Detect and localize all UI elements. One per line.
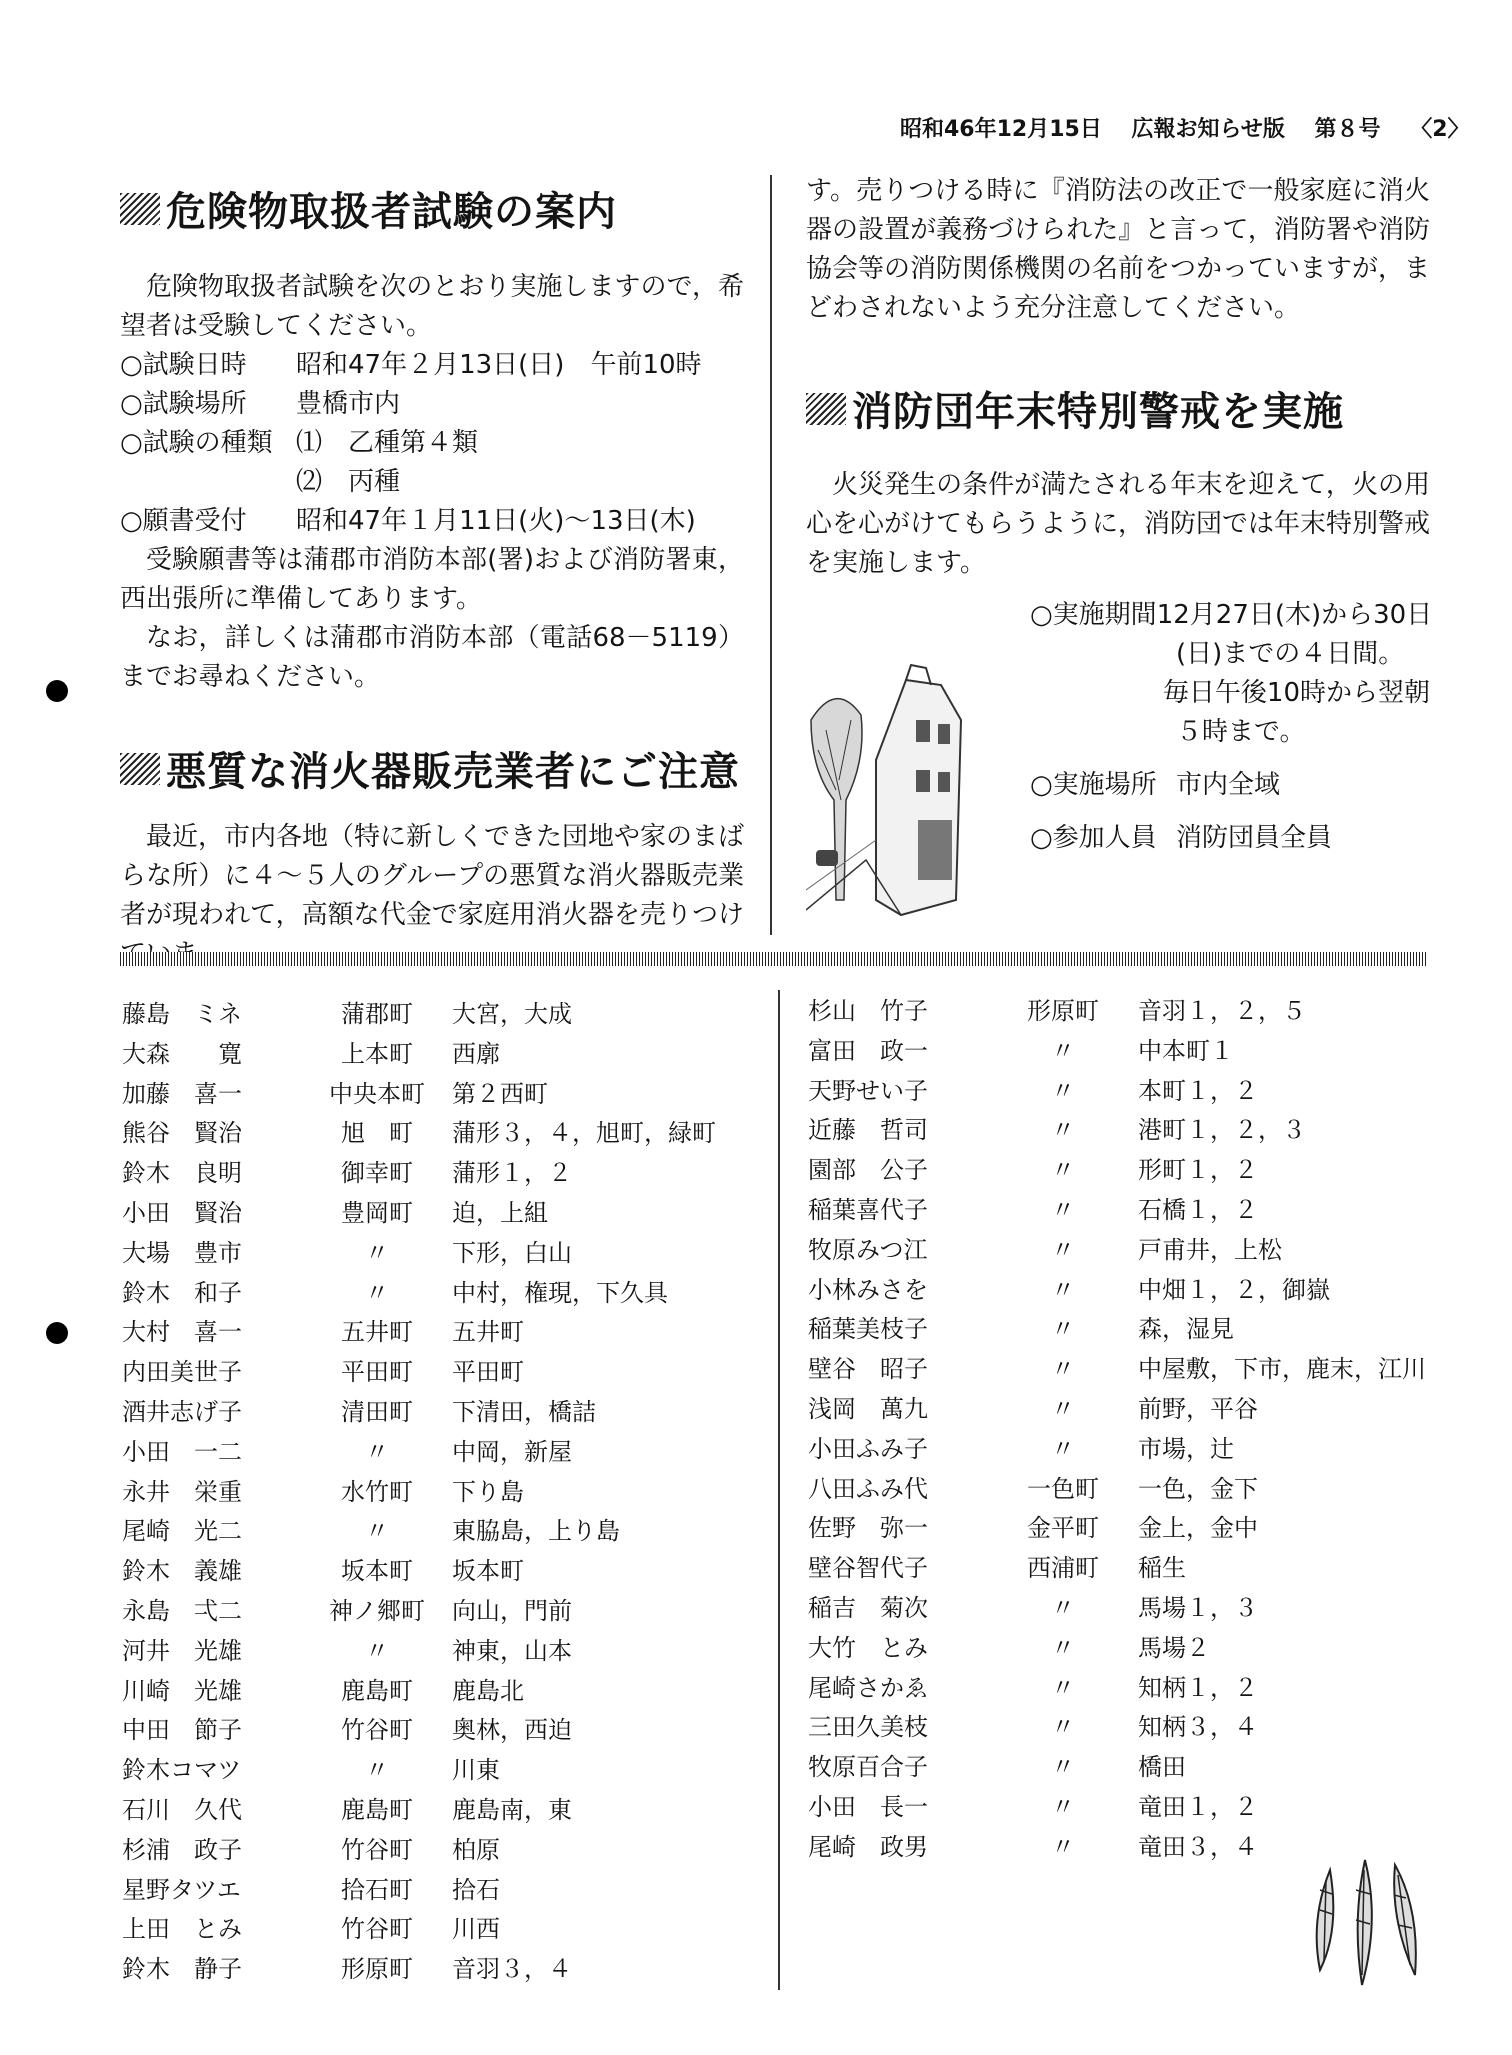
member-area: 神東，山本: [452, 1636, 572, 1665]
column-divider-roster: [778, 990, 780, 1990]
spacer: [1030, 674, 1163, 713]
member-area: 五井町: [452, 1318, 524, 1347]
member-area: 音羽１，２，５: [1138, 997, 1306, 1025]
member-town: 〃: [365, 1437, 389, 1466]
member-town: 〃: [1051, 1713, 1075, 1742]
exam-type-value-2: ⑵ 丙種: [296, 467, 401, 497]
member-town: 坂本町: [341, 1557, 413, 1586]
hatch-mark-icon: [120, 193, 160, 225]
member-town: 神ノ郷町: [329, 1596, 425, 1625]
member-area: 稲生: [1138, 1554, 1186, 1583]
member-town: 〃: [365, 1756, 389, 1785]
member-name: 加藤 喜一: [122, 1079, 242, 1108]
patrol-place-row: [1030, 766, 1430, 805]
member-name: 天野せい子: [808, 1076, 928, 1105]
member-area: 知柄１，２: [1138, 1673, 1258, 1702]
member-name: 稲葉美枝子: [808, 1315, 928, 1344]
roster-row: [122, 1910, 752, 1950]
roster-row: [808, 1350, 1438, 1390]
roster-row: [122, 1512, 752, 1552]
exam-type-label: ○試験の種類: [120, 428, 273, 458]
member-area: 中本町１: [1138, 1036, 1234, 1065]
patrol-period-row-4: [1030, 713, 1430, 752]
patrol-title-text: 消防団年末特別警戒を実施: [852, 389, 1344, 435]
member-area: 東脇島，上り島: [452, 1517, 620, 1546]
member-name: 浅岡 萬九: [808, 1394, 928, 1423]
member-name: 中田 節子: [122, 1716, 242, 1745]
patrol-period-row-3: [1030, 674, 1430, 713]
member-town: 一色町: [1027, 1474, 1099, 1503]
exam-details: [120, 346, 744, 541]
member-area: 第２西町: [452, 1079, 548, 1108]
roster-row: [808, 1310, 1438, 1350]
roster-row: [122, 1592, 752, 1632]
patrol-period-line-1: 12月27日(木)から30日: [1156, 600, 1433, 630]
exam-intro: 危険物取扱者試験を次のとおり実施しますので，希望者は受験してください。: [120, 272, 744, 341]
exam-place-value: 豊橋市内: [296, 389, 401, 419]
roster-row: [122, 1871, 752, 1911]
header-page-number: 〈2〉: [1410, 117, 1470, 142]
member-name: 牧原百合子: [808, 1753, 928, 1782]
member-name: 富田 政一: [808, 1036, 928, 1065]
member-town: 〃: [1051, 1275, 1075, 1304]
exam-article-title: [120, 180, 617, 237]
member-area: 西廓: [452, 1039, 500, 1068]
roster-row: [808, 1549, 1438, 1589]
roster-row: [122, 1075, 752, 1115]
roster-row: [122, 1274, 752, 1314]
member-area: 森，湿見: [1138, 1315, 1234, 1344]
header-date: 昭和46年12月15日: [900, 117, 1102, 142]
member-town: 竹谷町: [341, 1835, 413, 1864]
member-name: 小田ふみ子: [808, 1434, 928, 1463]
member-area: 川東: [452, 1756, 500, 1785]
member-name: 尾崎さかゑ: [808, 1673, 928, 1702]
member-area: 中畑１，２，御嶽: [1138, 1275, 1330, 1304]
member-area: 馬場２: [1138, 1633, 1210, 1662]
patrol-period-label: ○実施期間: [1030, 600, 1157, 630]
member-name: 小田 賢治: [122, 1198, 242, 1227]
dealer-body-right: す。売りつける時に『消防法の改正で一般家庭に消火器の設置が義務づけられた』と言って，消防署や消防協会等の消防関係機関の名前をつかっていますが，まどわされないよう充分注意してください。: [806, 176, 1431, 323]
exam-para-contact: なお，詳しくは蒲郡市消防本部（電話68－5119）までお尋ねください。: [120, 623, 744, 692]
dealer-title-text: 悪質な消火器販売業者にご注意: [166, 749, 740, 795]
roster-row: [808, 1430, 1438, 1470]
roster-row: [122, 1711, 752, 1751]
member-town: 平田町: [341, 1358, 413, 1387]
street-illustration: [806, 660, 996, 920]
member-area: 鹿島北: [452, 1676, 524, 1705]
building-sketch-icon: [806, 660, 996, 920]
member-area: 竜田３，４: [1138, 1832, 1258, 1861]
header-issue: 第８号: [1314, 117, 1381, 142]
member-town: 〃: [1051, 1434, 1075, 1463]
member-town: 〃: [365, 1278, 389, 1307]
member-name: 大森 寛: [122, 1039, 242, 1068]
roster-row: [122, 1353, 752, 1393]
member-town: 鹿島町: [341, 1676, 413, 1705]
member-town: 〃: [1051, 1036, 1075, 1065]
member-area: 形町１，２: [1138, 1156, 1258, 1185]
roster-row: [122, 1672, 752, 1712]
patrol-members-label: ○参加人員: [1030, 823, 1157, 853]
roster-row: [808, 1231, 1438, 1271]
roster-row: [808, 1111, 1438, 1151]
member-name: 大場 豊市: [122, 1238, 242, 1267]
roster-row: [122, 1393, 752, 1433]
member-name: 稲葉喜代子: [808, 1195, 928, 1224]
member-town: 〃: [1051, 1593, 1075, 1622]
roster-row: [808, 1708, 1438, 1748]
roster-row: [808, 1191, 1438, 1231]
roster-row: [122, 1950, 752, 1990]
bamboo-leaf-icon: [1290, 1850, 1440, 1990]
patrol-members-value: 消防団員全員: [1176, 823, 1333, 853]
member-name: 壁谷智代子: [808, 1554, 928, 1583]
member-town: 水竹町: [341, 1477, 413, 1506]
exam-type-value-1: ⑴ 乙種第４類: [296, 428, 479, 458]
member-town: 〃: [1051, 1076, 1075, 1105]
member-name: 小田 長一: [808, 1792, 928, 1821]
member-area: 石橋１，２: [1138, 1195, 1258, 1224]
exam-type-label-2: [120, 463, 296, 502]
roster-row: [122, 995, 752, 1035]
member-town: 拾石町: [341, 1875, 413, 1904]
member-name: 鈴木 静子: [122, 1955, 242, 1984]
member-area: 柏原: [452, 1835, 500, 1864]
roster-row: [122, 1632, 752, 1672]
member-area: 鹿島南，東: [452, 1795, 572, 1824]
hatch-mark-icon: [120, 753, 160, 785]
member-name: 川崎 光雄: [122, 1676, 242, 1705]
roster-row: [122, 1473, 752, 1513]
patrol-members-row: [1030, 819, 1430, 858]
member-name: 内田美世子: [122, 1358, 242, 1387]
member-name: 小林みさを: [808, 1275, 928, 1304]
member-area: 川西: [452, 1915, 500, 1944]
roster-row: [122, 1035, 752, 1075]
roster-row: [122, 1114, 752, 1154]
member-area: 竜田１，２: [1138, 1792, 1258, 1821]
member-name: 鈴木 良明: [122, 1159, 242, 1188]
exam-date-row: [120, 346, 744, 385]
member-town: 西浦町: [1027, 1554, 1099, 1583]
member-town: 〃: [1051, 1792, 1075, 1821]
member-area: 迫，上組: [452, 1198, 548, 1227]
hatch-mark-icon: [806, 393, 846, 425]
roster-row: [122, 1313, 752, 1353]
member-area: 一色，金下: [1138, 1474, 1258, 1503]
member-area: 中村，権現，下久具: [452, 1278, 668, 1307]
member-area: 音羽３，４: [452, 1955, 572, 1984]
roster-row: [808, 992, 1438, 1032]
roster-row: [808, 1669, 1438, 1709]
member-name: 熊谷 賢治: [122, 1119, 242, 1148]
member-town: 〃: [1051, 1116, 1075, 1145]
member-area: 下形，白山: [452, 1238, 572, 1267]
dealer-body-left: 最近，市内各地（特に新しくできた団地や家のまばらな所）に４～５人のグループの悪質な消火器販売業者が現われて，高額な代金で家庭用消火器を売りつけ: [120, 822, 745, 930]
header-publication: 広報お知らせ版: [1131, 117, 1285, 142]
member-town: 〃: [1051, 1832, 1075, 1861]
member-name: 尾崎 政男: [808, 1832, 928, 1861]
member-name: 大竹 とみ: [808, 1633, 928, 1662]
roster-row: [808, 1390, 1438, 1430]
member-area: 蒲形３，４，旭町，緑町: [452, 1119, 716, 1148]
roster-row: [122, 1234, 752, 1274]
member-name: 牧原みつ江: [808, 1235, 928, 1264]
member-town: 竹谷町: [341, 1915, 413, 1944]
member-town: 御幸町: [341, 1159, 413, 1188]
bamboo-leaves-decoration: [1290, 1850, 1440, 1994]
roster-row: [808, 1748, 1438, 1788]
exam-application-value: 昭和47年１月11日(火)～13日(木): [296, 506, 696, 536]
exam-para-forms: 受験願書等は蒲郡市消防本部(署)および消防署東，西出張所に準備してあります。: [120, 545, 744, 614]
member-area: 中岡，新屋: [452, 1437, 572, 1466]
member-name: 杉浦 政子: [122, 1835, 242, 1864]
binder-hole-bottom: [46, 1322, 68, 1344]
column-divider-top: [770, 175, 772, 935]
member-area: 奥林，西迫: [452, 1716, 572, 1745]
member-name: 尾崎 光二: [122, 1517, 242, 1546]
member-town: 〃: [365, 1636, 389, 1665]
exam-place-row: [120, 385, 744, 424]
roster-left: [122, 995, 752, 1990]
member-town: 〃: [1051, 1195, 1075, 1224]
member-name: 稲吉 菊次: [808, 1593, 928, 1622]
member-area: 坂本町: [452, 1557, 524, 1586]
roster-row: [808, 1072, 1438, 1112]
member-town: 〃: [1051, 1235, 1075, 1264]
member-town: 金平町: [1027, 1514, 1099, 1543]
member-name: 河井 光雄: [122, 1636, 242, 1665]
roster-row: [122, 1552, 752, 1592]
member-town: 上本町: [341, 1039, 413, 1068]
member-area: 港町１，２，３: [1138, 1116, 1306, 1145]
member-name: 小田 一二: [122, 1437, 242, 1466]
member-name: 鈴木コマツ: [122, 1756, 242, 1785]
member-name: 鈴木 和子: [122, 1278, 242, 1307]
member-area: 橋田: [1138, 1753, 1186, 1782]
patrol-details: [1030, 596, 1433, 858]
member-name: 上田 とみ: [122, 1915, 242, 1944]
member-name: 永島 弌二: [122, 1596, 242, 1625]
member-town: 〃: [365, 1238, 389, 1267]
member-name: 八田ふみ代: [808, 1474, 928, 1503]
roster-row: [808, 1589, 1438, 1629]
dealer-article-title: [120, 740, 740, 797]
roster-row: [122, 1751, 752, 1791]
member-area: 下り島: [452, 1477, 524, 1506]
member-town: 清田町: [341, 1397, 413, 1426]
exam-place-label: ○試験場所: [120, 389, 247, 419]
exam-title-text: 危険物取扱者試験の案内: [166, 189, 617, 235]
member-name: 藤島 ミネ: [122, 1000, 242, 1028]
patrol-place-label: ○実施場所: [1030, 770, 1157, 800]
member-name: 壁谷 昭子: [808, 1355, 928, 1384]
page-header: [900, 112, 1492, 143]
patrol-body: 火災発生の条件が満たされる年末を迎えて，火の用心を心がけてもらうように，消防団では年末特別警戒を実施します。: [806, 470, 1431, 578]
roster-row: [122, 1433, 752, 1473]
member-town: 〃: [1051, 1315, 1075, 1344]
spacer: [1030, 713, 1176, 752]
member-area: 馬場１，３: [1138, 1593, 1258, 1622]
member-name: 三田久美枝: [808, 1713, 928, 1742]
member-name: 酒井志げ子: [122, 1397, 242, 1426]
member-area: 知柄３，４: [1138, 1713, 1258, 1742]
exam-date-label: ○試験日時: [120, 350, 247, 380]
member-town: 豊岡町: [341, 1198, 413, 1227]
roster-row: [122, 1791, 752, 1831]
member-town: 五井町: [341, 1318, 413, 1347]
member-town: 〃: [1051, 1394, 1075, 1423]
member-area: 前野，平谷: [1138, 1394, 1258, 1423]
exam-type-row: [120, 424, 744, 463]
roster-row: [122, 1154, 752, 1194]
section-divider: [120, 952, 1428, 966]
member-area: 中屋敷，下市，鹿末，江川: [1138, 1355, 1426, 1384]
member-town: 〃: [1051, 1633, 1075, 1662]
roster-row: [808, 1629, 1438, 1669]
member-name: 大村 喜一: [122, 1318, 242, 1347]
patrol-place-value: 市内全域: [1176, 770, 1281, 800]
patrol-period-row-2: [1030, 635, 1430, 674]
member-area: 金上，金中: [1138, 1514, 1258, 1543]
member-town: 〃: [1051, 1355, 1075, 1384]
roster-row: [808, 1151, 1438, 1191]
member-town: 〃: [1051, 1156, 1075, 1185]
patrol-period-line-4: ５時まで。: [1176, 717, 1306, 747]
member-town: 形原町: [341, 1955, 413, 1984]
member-town: 〃: [365, 1517, 389, 1546]
member-town: 〃: [1051, 1753, 1075, 1782]
member-town: 鹿島町: [341, 1795, 413, 1824]
exam-date-value: 昭和47年２月13日(日) 午前10時: [296, 350, 702, 380]
spacer: [1030, 635, 1176, 674]
member-area: 本町１，２: [1138, 1076, 1258, 1105]
member-name: 鈴木 義雄: [122, 1557, 242, 1586]
member-area: 平田町: [452, 1358, 524, 1387]
patrol-article-title: [806, 380, 1344, 437]
member-name: 佐野 弥一: [808, 1514, 928, 1543]
member-town: 中央本町: [329, 1079, 425, 1108]
roster-row: [122, 1831, 752, 1871]
exam-application-row: [120, 502, 744, 541]
roster-row: [808, 1788, 1438, 1828]
member-area: 市場，辻: [1138, 1434, 1234, 1463]
member-town: 竹谷町: [341, 1716, 413, 1745]
member-town: 〃: [1051, 1673, 1075, 1702]
member-town: 形原町: [1027, 997, 1099, 1025]
member-name: 石川 久代: [122, 1795, 242, 1824]
member-name: 永井 栄重: [122, 1477, 242, 1506]
member-town: 蒲郡町: [341, 1000, 413, 1028]
member-area: 戸甫井，上松: [1138, 1235, 1282, 1264]
roster-row: [808, 1509, 1438, 1549]
member-name: 星野タツエ: [122, 1875, 241, 1904]
member-area: 大宮，大成: [452, 1000, 572, 1028]
roster-row: [808, 1032, 1438, 1072]
member-name: 園部 公子: [808, 1156, 928, 1185]
exam-type-row-2: [120, 463, 744, 502]
patrol-period-line-3: 毎日午後10時から翌朝: [1162, 678, 1430, 708]
member-area: 下清田，橋詰: [452, 1397, 596, 1426]
roster-row: [808, 1271, 1438, 1311]
member-area: 蒲形１，２: [452, 1159, 572, 1188]
member-name: 杉山 竹子: [808, 997, 928, 1025]
patrol-period-line-2: (日)までの４日間。: [1176, 639, 1405, 669]
roster-row: [808, 1470, 1438, 1510]
member-name: 近藤 哲司: [808, 1116, 928, 1145]
binder-hole-top: [46, 680, 68, 702]
member-town: 旭 町: [341, 1119, 413, 1148]
roster-row: [122, 1194, 752, 1234]
member-area: 拾石: [452, 1875, 500, 1904]
exam-application-label: ○願書受付: [120, 506, 247, 536]
member-area: 向山，門前: [452, 1596, 572, 1625]
roster-right: [808, 992, 1438, 1868]
patrol-period-row: [1030, 596, 1433, 635]
